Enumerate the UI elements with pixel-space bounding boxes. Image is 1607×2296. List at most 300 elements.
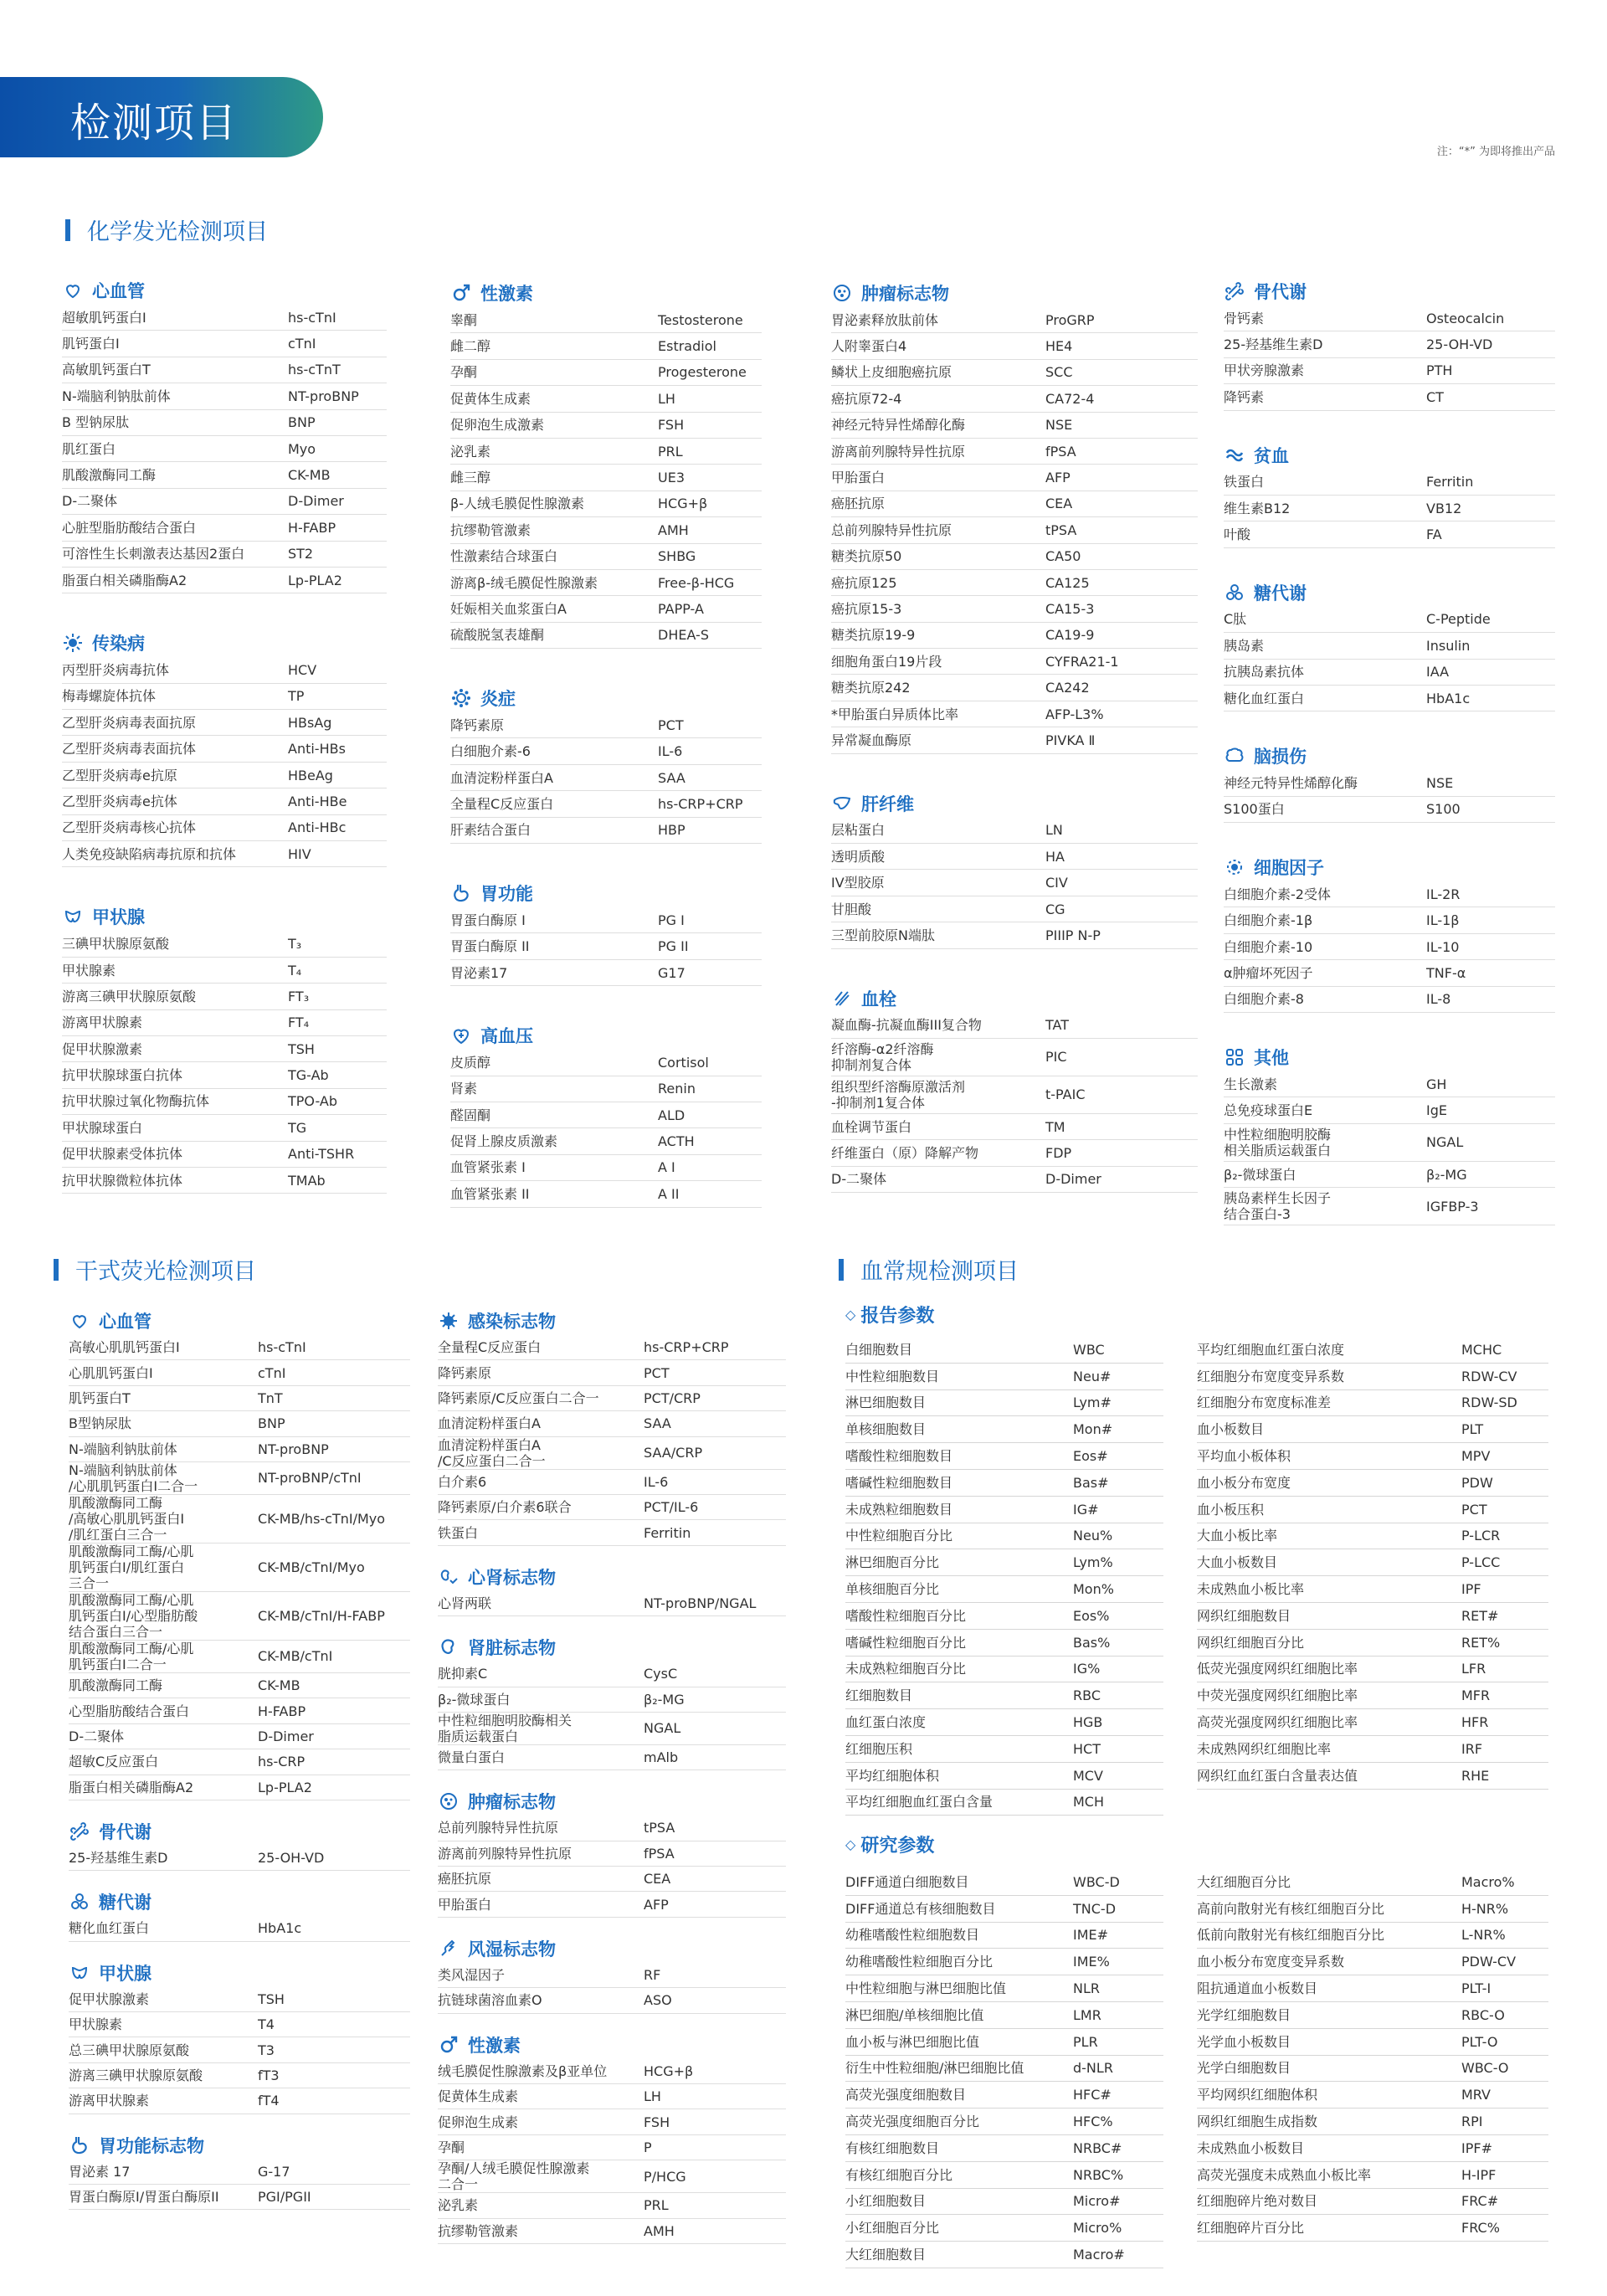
table-row	[62, 436, 387, 462]
category-title: 胃功能标志物	[99, 2135, 204, 2156]
table-row	[438, 1495, 786, 1520]
table-row	[845, 1790, 1163, 1816]
item-name: 胃蛋白酶原I/胃蛋白酶原II	[69, 2189, 219, 2206]
item-abbreviation: CA15-3	[1045, 600, 1095, 617]
category-group	[450, 881, 762, 986]
table-row	[438, 1687, 786, 1713]
item-name: 胰岛素	[1224, 637, 1265, 654]
item-abbreviation: MCV	[1073, 1767, 1103, 1784]
item-abbreviation: HFC%	[1073, 2114, 1113, 2130]
liver-icon	[831, 793, 853, 814]
item-name: 游离三碘甲状腺原氨酸	[69, 2067, 203, 2084]
table-row	[831, 1039, 1198, 1076]
item-name: 小红细胞数目	[845, 2193, 927, 2210]
item-abbreviation: PCT/CRP	[644, 1389, 701, 1406]
item-name: 抗甲状腺球蛋白抗体	[62, 1067, 183, 1084]
table-row	[1197, 1657, 1548, 1683]
gender-icon	[438, 2034, 460, 2056]
item-name: 乙型肝炎病毒核心抗体	[62, 819, 197, 836]
item-name: 促甲状腺素受体抗体	[62, 1146, 183, 1163]
item-abbreviation: BNP	[288, 414, 316, 431]
item-abbreviation: Ferritin	[1426, 474, 1474, 491]
research-params-left	[845, 1869, 1163, 2268]
category-title: 糖代谢	[99, 1893, 151, 1913]
item-name: α肿瘤坏死因子	[1224, 964, 1313, 981]
table-row	[69, 1335, 410, 1360]
item-name: 铁蛋白	[438, 1524, 479, 1541]
item-name: 幼稚嗜酸性粒细胞数目	[845, 1927, 980, 1944]
table-row	[831, 844, 1198, 870]
item-abbreviation: TMAb	[288, 1172, 326, 1189]
section-title: 血常规检测项目	[860, 1259, 1019, 1285]
table-row	[438, 1745, 786, 1770]
item-abbreviation: ProGRP	[1045, 311, 1095, 328]
table-row	[1197, 1364, 1548, 1390]
heart-kidney-icon	[438, 1566, 460, 1588]
table-row	[845, 2109, 1163, 2135]
table-row	[831, 922, 1198, 948]
item-name: 降钙素	[1224, 388, 1265, 405]
virus-icon	[62, 632, 84, 654]
research-params-right	[1197, 1869, 1548, 2242]
chem-column-3	[831, 280, 1198, 1193]
item-name: 甘胆酸	[831, 901, 872, 917]
item-name: 性激素结合球蛋白	[450, 548, 558, 565]
item-name: 光学血小板数目	[1197, 2033, 1291, 2050]
item-name: *甲胎蛋白异质体比率	[831, 706, 959, 722]
item-name: 游离前列腺特异性抗原	[831, 443, 966, 460]
category-title: 骨代谢	[99, 1821, 151, 1842]
note-text: 注：“*” 为即将推出产品	[1436, 146, 1555, 158]
table-row	[1197, 2029, 1548, 2056]
item-abbreviation: IGFBP-3	[1426, 1198, 1479, 1215]
item-name: 糖类抗原19-9	[831, 627, 916, 644]
item-name: 人类免疫缺陷病毒抗原和抗体	[62, 845, 237, 862]
item-abbreviation: Lp-PLA2	[258, 1779, 312, 1795]
table-row	[1224, 331, 1555, 357]
table-row	[831, 649, 1198, 675]
chem-column-4	[1224, 279, 1555, 1225]
table-row	[62, 736, 387, 762]
item-name: N-端脑利钠肽前体 /心肌肌钙蛋白I二合一	[69, 1461, 198, 1494]
category-header	[62, 904, 387, 929]
table-row	[845, 1975, 1163, 2002]
item-abbreviation: D-Dimer	[258, 1728, 314, 1744]
table-row	[845, 1603, 1163, 1630]
item-name: 有核红细胞百分比	[845, 2166, 953, 2183]
item-name: 凝血酶-抗凝血酶III复合物	[831, 1017, 982, 1034]
table-row	[62, 958, 387, 984]
bone-icon	[1224, 280, 1245, 302]
item-abbreviation: FA	[1426, 526, 1442, 543]
table-row	[1224, 1071, 1555, 1097]
item-abbreviation: PRL	[644, 2197, 669, 2214]
table-row	[62, 657, 387, 683]
inflammation-icon	[450, 687, 472, 709]
category-header	[438, 1564, 786, 1590]
table-row	[831, 439, 1198, 465]
category-group	[438, 1789, 786, 1918]
table-row	[845, 2215, 1163, 2242]
item-name: 阻抗通道血小板数目	[1197, 1980, 1318, 1997]
item-abbreviation: Osteocalcin	[1426, 310, 1505, 326]
section-dry-fluorescence	[54, 1253, 256, 1286]
category-header	[450, 686, 762, 711]
item-name: 癌胚抗原	[438, 1871, 492, 1888]
category-header	[831, 986, 1198, 1011]
item-abbreviation: β₂-MG	[644, 1691, 685, 1708]
item-name: 生长激素	[1224, 1076, 1278, 1092]
table-row	[438, 1867, 786, 1892]
category-header	[831, 280, 1198, 306]
item-name: 游离三碘甲状腺原氨酸	[62, 988, 197, 1004]
category-header	[69, 1819, 410, 1844]
item-name: 血小板分布宽度变异系数	[1197, 1954, 1345, 1970]
section-title: 化学发光检测项目	[87, 219, 268, 245]
item-abbreviation: SHBG	[658, 548, 696, 565]
table-row	[69, 1698, 410, 1723]
item-name: 低荧光强度网织红细胞比率	[1197, 1661, 1358, 1677]
category-group	[1224, 1045, 1555, 1225]
table-row	[450, 712, 762, 738]
table-row	[845, 1390, 1163, 1417]
item-abbreviation: SAA/CRP	[644, 1445, 703, 1461]
item-abbreviation: 25-OH-VD	[258, 1850, 325, 1867]
item-abbreviation: TSH	[288, 1040, 315, 1057]
item-name: 中性粒细胞数目	[845, 1368, 940, 1384]
item-abbreviation: PIIIP N-P	[1045, 927, 1101, 943]
item-abbreviation: HBsAg	[288, 714, 332, 731]
category-group	[831, 280, 1198, 754]
item-abbreviation: TG-Ab	[288, 1067, 329, 1084]
table-row	[845, 1470, 1163, 1497]
item-name: 透明质酸	[831, 848, 886, 865]
item-abbreviation: PLT	[1461, 1421, 1484, 1438]
item-name: D-二聚体	[69, 1728, 125, 1744]
item-abbreviation: Micro#	[1073, 2193, 1121, 2210]
item-name: 泌乳素	[438, 2197, 479, 2214]
item-abbreviation: LN	[1045, 822, 1063, 839]
table-row	[62, 1010, 387, 1036]
table-row	[831, 333, 1198, 359]
item-abbreviation: Insulin	[1426, 637, 1471, 654]
item-abbreviation: AFP	[1045, 470, 1070, 486]
item-abbreviation: fT3	[258, 2067, 280, 2084]
item-name: 纤溶酶-α2纤溶酶 抑制剂复合体	[831, 1040, 934, 1073]
item-abbreviation: NRBC#	[1073, 2139, 1122, 2156]
category-header	[1224, 279, 1555, 304]
item-abbreviation: PCT	[1461, 1501, 1487, 1518]
table-row	[831, 413, 1198, 439]
item-name: 降钙素原	[438, 1364, 492, 1381]
item-abbreviation: PG II	[658, 938, 689, 955]
table-row	[845, 1497, 1163, 1523]
table-row	[438, 1892, 786, 1917]
table-row	[1197, 1736, 1548, 1763]
item-name: DIFF通道总有核细胞数目	[845, 1900, 996, 1917]
item-abbreviation: Progesterone	[658, 364, 747, 381]
item-abbreviation: SAA	[658, 769, 685, 786]
item-abbreviation: Anti-HBs	[288, 741, 346, 758]
item-abbreviation: Lym#	[1073, 1395, 1112, 1411]
item-abbreviation: CA242	[1045, 680, 1090, 696]
item-abbreviation: RET#	[1461, 1607, 1499, 1624]
table-row	[1197, 1896, 1548, 1923]
table-row	[450, 465, 762, 491]
table-row	[1197, 2056, 1548, 2083]
item-abbreviation: PLR	[1073, 2033, 1098, 2050]
item-abbreviation: LH	[644, 2088, 661, 2105]
item-abbreviation: HBP	[658, 822, 685, 839]
item-abbreviation: IL-6	[658, 743, 683, 760]
table-row	[1197, 1470, 1548, 1497]
item-abbreviation: PCT/IL-6	[644, 1499, 699, 1516]
item-name: 幼稚嗜酸性粒细胞百分比	[845, 1954, 993, 1970]
table-row	[438, 2059, 786, 2084]
item-name: 全量程C反应蛋白	[450, 795, 554, 812]
item-name: 癌胚抗原	[831, 496, 886, 512]
table-row	[69, 2063, 410, 2088]
item-name: S100蛋白	[1224, 801, 1285, 818]
table-row	[62, 568, 387, 593]
item-name: 单核细胞百分比	[845, 1581, 940, 1598]
item-abbreviation: CA50	[1045, 548, 1081, 565]
item-name: 高荧光强度未成熟血小板比率	[1197, 2166, 1372, 2183]
item-abbreviation: PTH	[1426, 362, 1453, 379]
table-row	[438, 1335, 786, 1360]
item-abbreviation: cTnI	[258, 1364, 286, 1381]
table-row	[1224, 470, 1555, 496]
item-abbreviation: PG I	[658, 912, 685, 928]
item-abbreviation: NGAL	[644, 1720, 681, 1737]
table-row	[69, 1749, 410, 1775]
item-abbreviation: NLR	[1073, 1980, 1100, 1997]
table-row	[450, 596, 762, 622]
item-name: 中性粒细胞与淋巴细胞比值	[845, 1980, 1007, 1997]
category-group	[438, 1564, 786, 1616]
item-name: 血管紧张素 II	[450, 1185, 530, 1202]
item-abbreviation: IL-2R	[1426, 886, 1461, 902]
item-name: 肌红蛋白	[62, 440, 116, 457]
category-group	[62, 630, 387, 867]
item-name: 全量程C反应蛋白	[438, 1339, 542, 1356]
item-name: 癌抗原125	[831, 574, 897, 591]
anemia-icon	[1224, 444, 1245, 466]
item-abbreviation: CK-MB/cTnI/Myo	[258, 1559, 365, 1575]
item-abbreviation: Eos#	[1073, 1448, 1108, 1465]
item-abbreviation: RHE	[1461, 1767, 1490, 1784]
table-row	[1197, 1923, 1548, 1949]
item-abbreviation: Mon#	[1073, 1421, 1113, 1438]
item-abbreviation: Lym%	[1073, 1554, 1113, 1571]
table-row	[831, 596, 1198, 622]
category-header	[438, 1936, 786, 1961]
item-name: 细胞角蛋白19片段	[831, 653, 942, 670]
item-name: 光学白细胞数目	[1197, 2060, 1291, 2077]
item-abbreviation: BNP	[258, 1415, 285, 1432]
item-abbreviation: CysC	[644, 1666, 678, 1682]
table-row	[438, 2084, 786, 2109]
item-name: D-二聚体	[62, 493, 118, 510]
item-abbreviation: WBC-D	[1073, 1873, 1120, 1890]
table-row	[1197, 1869, 1548, 1896]
item-abbreviation: C-Peptide	[1426, 611, 1491, 628]
table-row	[1197, 2135, 1548, 2162]
category-header	[1224, 443, 1555, 468]
table-row	[450, 765, 762, 791]
item-name: 中性粒细胞百分比	[845, 1528, 953, 1544]
item-name: 肾素	[450, 1081, 478, 1097]
table-row	[69, 1495, 410, 1544]
item-name: 网织红血红蛋白含量表达值	[1197, 1767, 1358, 1784]
item-abbreviation: fPSA	[644, 1845, 675, 1862]
item-name: 甲胎蛋白	[831, 470, 886, 486]
item-name: 抗缪勒管激素	[438, 2222, 519, 2239]
table-row	[438, 1437, 786, 1470]
item-name: 单核细胞数目	[845, 1421, 927, 1438]
table-row	[69, 2037, 410, 2062]
item-abbreviation: hs-CRP+CRP	[658, 795, 743, 812]
item-abbreviation: CT	[1426, 388, 1444, 405]
item-name: 肝素结合蛋白	[450, 822, 531, 839]
table-row	[1224, 686, 1555, 711]
item-name: 白细胞介素-10	[1224, 938, 1313, 955]
item-abbreviation: H-IPF	[1461, 2166, 1497, 2183]
item-name: 网织红细胞生成指数	[1197, 2114, 1318, 2130]
category-group	[69, 1819, 410, 1871]
item-name: 总前列腺特异性抗原	[438, 1820, 559, 1836]
item-name: B 型钠尿肽	[62, 414, 130, 431]
item-name: 淋巴细胞数目	[845, 1395, 927, 1411]
item-abbreviation: G-17	[258, 2163, 290, 2180]
item-abbreviation: Macro#	[1073, 2247, 1125, 2263]
item-abbreviation: CG	[1045, 901, 1065, 917]
item-abbreviation: MFR	[1461, 1687, 1491, 1704]
item-abbreviation: NSE	[1045, 417, 1073, 434]
item-name: 可溶性生长刺激表达基因2蛋白	[62, 546, 245, 562]
item-name: IV型胶原	[831, 875, 885, 891]
item-abbreviation: HCG+β	[644, 2062, 694, 2079]
category-title: 细胞因子	[1254, 858, 1324, 879]
item-abbreviation: D-Dimer	[288, 493, 344, 510]
table-row	[1197, 2109, 1548, 2135]
table-row	[831, 491, 1198, 517]
item-abbreviation: Myo	[288, 440, 316, 457]
item-abbreviation: NRBC%	[1073, 2166, 1124, 2183]
item-name: 平均红细胞血红蛋白含量	[845, 1794, 993, 1811]
table-row	[62, 383, 387, 409]
table-row	[845, 1896, 1163, 1923]
category-group	[438, 1308, 786, 1546]
table-row	[1224, 1097, 1555, 1123]
table-row	[450, 544, 762, 570]
table-row	[450, 791, 762, 817]
item-abbreviation: LH	[658, 390, 675, 407]
item-name: 衍生中性粒细胞/淋巴细胞比值	[845, 2060, 1024, 2077]
item-abbreviation: IL-10	[1426, 938, 1460, 955]
category-group	[450, 686, 762, 844]
dry-column-1	[69, 1308, 410, 2210]
item-abbreviation: CK-MB/hs-cTnI/Myo	[258, 1510, 386, 1527]
table-row	[438, 1591, 786, 1616]
item-abbreviation: D-Dimer	[1045, 1171, 1101, 1188]
report-params-left	[845, 1337, 1163, 1816]
item-name: DIFF通道白细胞数目	[845, 1873, 969, 1890]
item-abbreviation: FSH	[658, 417, 685, 434]
item-name: 总免疫球蛋白E	[1224, 1102, 1313, 1119]
item-abbreviation: RDW-SD	[1461, 1395, 1517, 1411]
item-name: 中性粒细胞明胶酶相关 脂质运载蛋白	[438, 1712, 572, 1744]
item-name: 肌钙蛋白T	[69, 1389, 131, 1406]
table-row	[450, 491, 762, 517]
table-row	[1224, 960, 1555, 986]
item-name: 大红细胞数目	[845, 2247, 927, 2263]
table-row	[831, 870, 1198, 896]
item-name: 骨钙素	[1224, 310, 1265, 326]
item-name: 大血小板数目	[1197, 1554, 1278, 1571]
item-name: 层粘蛋白	[831, 822, 886, 839]
table-row	[1224, 881, 1555, 907]
table-row	[69, 1673, 410, 1698]
item-name: 红细胞压积	[845, 1740, 913, 1757]
table-row	[62, 984, 387, 1009]
item-name: 红细胞碎片绝对数目	[1197, 2193, 1318, 2210]
item-abbreviation: RDW-CV	[1461, 1368, 1517, 1384]
category-group	[1224, 580, 1555, 712]
table-row	[1197, 1337, 1548, 1364]
item-abbreviation: SAA	[644, 1415, 671, 1432]
table-row	[845, 1337, 1163, 1364]
item-abbreviation: MPV	[1461, 1448, 1491, 1465]
item-abbreviation: IL-1β	[1426, 912, 1460, 929]
table-row	[845, 1523, 1163, 1550]
category-title: 性激素	[480, 284, 533, 304]
category-group	[69, 1960, 410, 2114]
category-title: 传染病	[92, 634, 145, 655]
bone-icon	[69, 1821, 90, 1842]
item-name: 未成熟粒细胞数目	[845, 1501, 953, 1518]
table-row	[69, 2160, 410, 2185]
item-name: 网织红细胞百分比	[1197, 1634, 1305, 1651]
item-name: 微量白蛋白	[438, 1749, 506, 1766]
item-abbreviation: RBC-O	[1461, 2006, 1505, 2023]
table-row	[62, 305, 387, 331]
item-abbreviation: HIV	[288, 845, 311, 862]
item-abbreviation: CEA	[1045, 496, 1073, 512]
item-abbreviation: Bas#	[1073, 1474, 1109, 1491]
table-row	[831, 1167, 1198, 1193]
table-row	[1224, 770, 1555, 796]
category-title: 肾脏标志物	[468, 1638, 556, 1659]
item-name: 总前列腺特异性抗原	[831, 521, 952, 538]
item-name: 平均红细胞血红蛋白浓度	[1197, 1341, 1345, 1358]
table-row	[62, 462, 387, 488]
item-name: 超敏C反应蛋白	[69, 1754, 159, 1770]
item-abbreviation: IG%	[1073, 1661, 1101, 1677]
table-row	[69, 1437, 410, 1462]
category-title: 风湿标志物	[468, 1939, 556, 1960]
item-name: 白细胞介素-1β	[1224, 912, 1313, 929]
category-header	[1224, 743, 1555, 768]
item-abbreviation: RPI	[1461, 2114, 1483, 2130]
category-group	[62, 904, 387, 1194]
category-group	[438, 1635, 786, 1770]
item-name: 血管紧张素 I	[450, 1159, 526, 1176]
item-name: 高荧光强度细胞数目	[845, 2087, 967, 2103]
item-abbreviation: PIVKA Ⅱ	[1045, 732, 1096, 748]
item-name: 血小板与淋巴细胞比值	[845, 2033, 980, 2050]
table-row	[845, 1709, 1163, 1736]
